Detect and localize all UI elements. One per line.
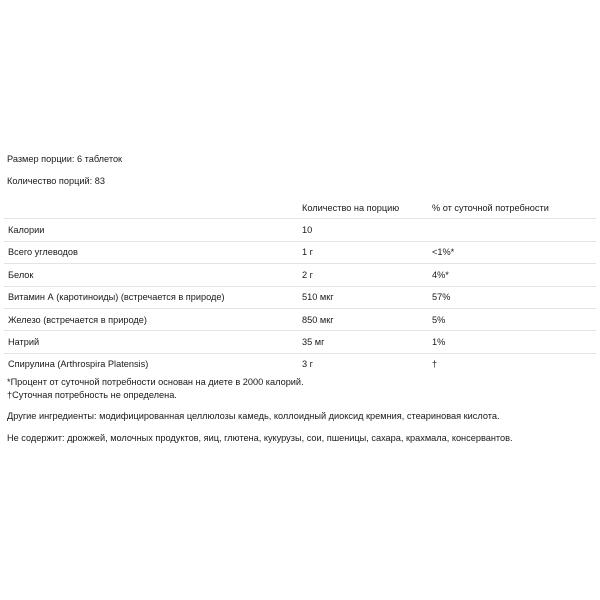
- table-row: [4, 331, 596, 353]
- nutrient-amount: 10: [298, 219, 428, 241]
- serving-size: Размер порции: 6 таблеток: [7, 154, 123, 164]
- nutrient-name: Калории: [4, 219, 298, 241]
- other-ingredients: Другие ингредиенты: модифицированная целлюлозы камедь, коллоидный диоксид кремния, стеариновая кислота.: [7, 411, 500, 421]
- nutrient-daily-value: †: [428, 353, 596, 375]
- nutrient-name: Витамин А (каротиноиды) (встречается в природе): [4, 286, 298, 308]
- nutrient-daily-value: 4%*: [428, 264, 596, 286]
- nutrient-name: Белок: [4, 264, 298, 286]
- footnote-daily-value-basis: *Процент от суточной потребности основан на диете в 2000 калорий.: [7, 377, 304, 387]
- nutrient-amount: 1 г: [298, 241, 428, 263]
- nutrient-daily-value: 1%: [428, 331, 596, 353]
- header-amount: Количество на порцию: [302, 202, 400, 213]
- header-daily-value: % от суточной потребности: [432, 202, 549, 213]
- nutrient-name: Натрий: [4, 331, 298, 353]
- servings-per-container: Количество порций: 83: [7, 176, 105, 186]
- nutrient-daily-value: 5%: [428, 308, 596, 330]
- nutrient-amount: 850 мкг: [298, 308, 428, 330]
- table-row: [4, 241, 596, 263]
- nutrient-amount: 35 мг: [298, 331, 428, 353]
- table-row: [4, 219, 596, 241]
- nutrient-amount: 3 г: [298, 353, 428, 375]
- table-header-row: [4, 197, 596, 219]
- table-row: [4, 353, 596, 375]
- nutrient-daily-value: [428, 219, 596, 241]
- nutrient-amount: 2 г: [298, 264, 428, 286]
- nutrient-name: Всего углеводов: [4, 241, 298, 263]
- supplement-facts-table: [4, 197, 596, 375]
- nutrient-name: Спирулина (Arthrospira Platensis): [4, 353, 298, 375]
- table-row: [4, 308, 596, 330]
- footnote-dagger: †Суточная потребность не определена.: [7, 390, 177, 400]
- header-nutrient: [4, 197, 298, 219]
- nutrient-daily-value: 57%: [428, 286, 596, 308]
- nutrient-name: Железо (встречается в природе): [4, 308, 298, 330]
- table-row: [4, 286, 596, 308]
- free-of-statement: Не содержит: дрожжей, молочных продуктов, яиц, глютена, кукурузы, сои, пшеницы, сахара, крахмала, консервантов.: [7, 433, 513, 443]
- table-row: [4, 264, 596, 286]
- nutrient-daily-value: <1%*: [428, 241, 596, 263]
- nutrient-amount: 510 мкг: [298, 286, 428, 308]
